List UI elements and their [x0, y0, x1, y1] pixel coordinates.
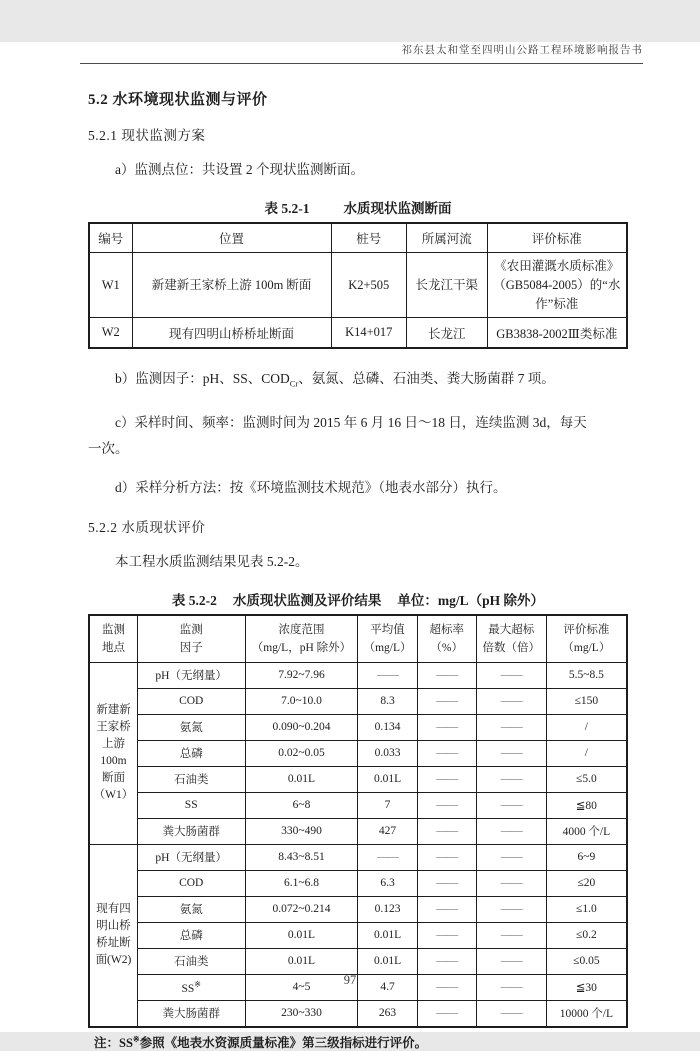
t2-cell-range: 230~330 [245, 1000, 358, 1027]
site-line: 新建新 [96, 704, 131, 717]
table-row [89, 766, 627, 792]
table-row [89, 714, 627, 740]
table-row [89, 318, 627, 349]
t2-cell-factor: SS [137, 792, 245, 818]
paragraph-c [88, 410, 628, 436]
section-heading-5-2-1: 5.2.1 现状监测方案 [88, 128, 206, 143]
t2-cell-range: 4~5 [245, 974, 358, 1000]
t2-cell-rate: —— [417, 766, 476, 792]
header-line: 监测 [179, 623, 203, 636]
t1-header-standard: 评价标准 [487, 223, 627, 253]
t2-cell-rate: —— [417, 948, 476, 974]
ss-label: SS [181, 982, 195, 995]
table-row [89, 662, 627, 688]
t2-cell-range: 7.92~7.96 [245, 662, 358, 688]
t2-cell-max: —— [476, 740, 546, 766]
t2-cell-avg: —— [358, 662, 417, 688]
table-row [89, 688, 627, 714]
t2-cell-avg: 0.01L [358, 948, 417, 974]
t2-header-range [245, 615, 358, 663]
t2-cell-max: —— [476, 870, 546, 896]
site-cell-w2 [89, 844, 137, 1027]
t2-header-factor [137, 615, 245, 663]
t1-cell-stake: K14+017 [331, 318, 406, 349]
t2-cell-factor: COD [137, 870, 245, 896]
t2-cell-avg: 0.033 [358, 740, 417, 766]
t2-cell-avg: —— [358, 844, 417, 870]
header-line: 平均值 [370, 623, 405, 636]
paragraph-c-line2: 一次。 [88, 440, 129, 456]
table-header-row [89, 615, 627, 663]
t2-cell-std: / [546, 714, 627, 740]
paragraph-c-line1: c）采样时间、频率：监测时间为 2015 年 6 月 16 日～18 日，连续监测 3d，每天 [115, 414, 587, 430]
t1-cell-id: W2 [89, 318, 132, 349]
t2-cell-max: —— [476, 714, 546, 740]
t2-cell-std: 5.5~8.5 [546, 662, 627, 688]
header-line: （mg/L） [562, 641, 611, 654]
t1-header-stake: 桩号 [331, 223, 406, 253]
t2-cell-factor: 氨氮 [137, 896, 245, 922]
t2-cell-std: 4000 个/L [546, 818, 627, 844]
t2-cell-std: ≦80 [546, 792, 627, 818]
t2-cell-rate: —— [417, 974, 476, 1000]
t2-cell-max: —— [476, 818, 546, 844]
table1-caption [88, 197, 628, 217]
table-row [89, 1000, 627, 1027]
t2-cell-avg: 263 [358, 1000, 417, 1027]
table-row [89, 253, 627, 318]
t1-cell-standard: GB3838-2002Ⅲ类标准 [487, 318, 627, 349]
paragraph-d-text: d）采样分析方法：按《环境监测技术规范》（地表水部分）执行。 [115, 479, 507, 495]
table2-caption-label: 表 5.2-2 [171, 592, 217, 608]
t1-header-river: 所属河流 [406, 223, 487, 253]
t2-cell-avg: 0.01L [358, 922, 417, 948]
t2-cell-avg: 6.3 [358, 870, 417, 896]
site-line: 面(W2) [95, 954, 132, 967]
site-line: 断面 [101, 772, 125, 785]
t2-cell-range: 6~8 [245, 792, 358, 818]
t2-cell-avg: 8.3 [358, 688, 417, 714]
site-line: （W1） [93, 789, 134, 802]
header-line: 倍数（倍） [482, 641, 541, 654]
header-line: （%） [430, 641, 464, 654]
section-heading-5-2: 5.2 水环境现状监测与评价 [88, 92, 268, 108]
t1-cell-id: W1 [89, 253, 132, 318]
t2-cell-factor: 氨氮 [137, 714, 245, 740]
t2-cell-factor: pH（无纲量） [137, 844, 245, 870]
table2-caption-title: 水质现状监测及评价结果 [232, 592, 382, 608]
table-row [89, 792, 627, 818]
table-row [89, 740, 627, 766]
t2-cell-avg: 4.7 [358, 974, 417, 1000]
page-content [0, 88, 700, 1051]
monitoring-sections-table [88, 222, 628, 349]
section-heading-5-2-2: 5.2.2 水质现状评价 [88, 519, 206, 535]
t2-cell-max: —— [476, 844, 546, 870]
cod-subscript: Cr [289, 378, 299, 389]
t2-cell-avg: 0.123 [358, 896, 417, 922]
t2-cell-avg: 7 [358, 792, 417, 818]
ss-ref-mark: ※ [194, 979, 201, 989]
t2-cell-std: / [546, 740, 627, 766]
page-header [80, 42, 643, 64]
t2-cell-std: ≤5.0 [546, 766, 627, 792]
t1-cell-river: 长龙江 [406, 318, 487, 349]
table1-caption-label: 表 5.2-1 [264, 201, 310, 216]
t2-cell-range: 330~490 [245, 818, 358, 844]
t1-cell-stake: K2+505 [331, 253, 406, 318]
t2-cell-max: —— [476, 948, 546, 974]
t2-cell-range: 0.072~0.214 [245, 896, 358, 922]
paragraph-c-continued [88, 436, 628, 462]
t2-cell-factor: COD [137, 688, 245, 714]
paragraph-b-post: 、氨氮、总磷、石油类、粪大肠菌群 7 项。 [298, 371, 555, 386]
t2-cell-avg: 0.134 [358, 714, 417, 740]
table-row [89, 870, 627, 896]
footnote-post: 参照《地表水资源质量标准》第三级指标进行评价。 [139, 1035, 428, 1050]
t2-header-std [546, 615, 627, 663]
t2-cell-rate: —— [417, 896, 476, 922]
table-row [89, 844, 627, 870]
t2-cell-avg: 0.01L [358, 766, 417, 792]
paragraph-intro [88, 549, 628, 575]
table2-caption [88, 589, 628, 609]
table-row [89, 922, 627, 948]
t2-cell-rate: —— [417, 922, 476, 948]
t2-cell-max: —— [476, 688, 546, 714]
water-quality-results-table [88, 614, 628, 1028]
header-line: 超标率 [429, 623, 464, 636]
t2-cell-std: ≤150 [546, 688, 627, 714]
table-row [89, 818, 627, 844]
t2-cell-factor: pH（无纲量） [137, 662, 245, 688]
t2-cell-range: 7.0~10.0 [245, 688, 358, 714]
paragraph-intro-text: 本工程水质监测结果见表 5.2-2。 [115, 553, 309, 569]
header-line: 评价标准 [563, 623, 610, 636]
t2-cell-rate: —— [417, 844, 476, 870]
t2-cell-range: 0.090~0.204 [245, 714, 358, 740]
t2-header-avg [358, 615, 417, 663]
t2-cell-rate: —— [417, 662, 476, 688]
table1-caption-title: 水质现状监测断面 [343, 201, 452, 216]
table2-footnote [94, 1033, 628, 1051]
t1-header-id: 编号 [89, 223, 132, 253]
t2-cell-rate: —— [417, 792, 476, 818]
paragraph-a [88, 157, 628, 183]
footnote-ref-mark: ※ [132, 1034, 140, 1044]
table-header-row [89, 223, 627, 253]
t2-cell-rate: —— [417, 1000, 476, 1027]
t1-cell-location: 新建新王家桥上游 100m 断面 [132, 253, 331, 318]
t2-cell-std: 10000 个/L [546, 1000, 627, 1027]
paragraph-a-text: a）监测点位：共设置 2 个现状监测断面。 [115, 162, 364, 177]
t2-cell-factor: 总磷 [137, 740, 245, 766]
paragraph-b [88, 366, 628, 397]
header-line: 最大超标 [488, 623, 535, 636]
t2-cell-max: —— [476, 792, 546, 818]
header-line: 因子 [179, 641, 203, 654]
t1-header-location: 位置 [132, 223, 331, 253]
t2-cell-range: 0.01L [245, 766, 358, 792]
t2-cell-rate: —— [417, 818, 476, 844]
t2-cell-std: ≤0.2 [546, 922, 627, 948]
t1-cell-location: 现有四明山桥桥址断面 [132, 318, 331, 349]
t2-cell-factor: 石油类 [137, 766, 245, 792]
site-line: 上游 [101, 738, 125, 751]
t2-cell-factor: 粪大肠菌群 [137, 818, 245, 844]
header-title: 祁东县太和堂至四明山公路工程环境影响报告书 [401, 45, 643, 56]
site-line: 现有四 [96, 903, 131, 916]
paragraph-d [88, 475, 628, 501]
site-line: 明山桥 [96, 920, 131, 933]
site-line: 王家桥 [96, 721, 131, 734]
t2-header-site [89, 615, 137, 663]
t2-cell-range: 0.01L [245, 922, 358, 948]
t2-header-max [476, 615, 546, 663]
document-page [0, 42, 700, 1050]
t2-cell-factor: 石油类 [137, 948, 245, 974]
paragraph-b-pre: b）监测因子：pH、SS、COD [115, 371, 290, 386]
t2-header-rate [417, 615, 476, 663]
t2-cell-std: ≤20 [546, 870, 627, 896]
site-line: 桥址断 [96, 937, 131, 950]
footnote-pre: 注：SS [94, 1035, 133, 1050]
t2-cell-rate: —— [417, 688, 476, 714]
t2-cell-std: ≦30 [546, 974, 627, 1000]
table2-caption-unit: 单位：mg/L（pH 除外） [397, 592, 545, 608]
t2-cell-avg: 427 [358, 818, 417, 844]
header-line: （mg/L，pH 除外） [251, 641, 352, 654]
t1-cell-river: 长龙江干渠 [406, 253, 487, 318]
t2-cell-rate: —— [417, 714, 476, 740]
table-row [89, 948, 627, 974]
t2-cell-range: 6.1~6.8 [245, 870, 358, 896]
t2-cell-rate: —— [417, 870, 476, 896]
t2-cell-range: 8.43~8.51 [245, 844, 358, 870]
table-row [89, 896, 627, 922]
t2-cell-max: —— [476, 1000, 546, 1027]
t1-cell-standard: 《农田灌溉水质标准》（GB5084-2005）的“水作”标准 [487, 253, 627, 318]
t2-cell-std: ≤1.0 [546, 896, 627, 922]
header-line: 浓度范围 [278, 623, 325, 636]
t2-cell-max: —— [476, 766, 546, 792]
t2-cell-factor: 总磷 [137, 922, 245, 948]
t2-cell-factor: 粪大肠菌群 [137, 1000, 245, 1027]
page-number: 97 [343, 973, 357, 987]
header-line: 监测 [101, 623, 125, 636]
header-line: 地点 [101, 641, 125, 654]
t2-cell-range: 0.02~0.05 [245, 740, 358, 766]
t2-cell-rate: —— [417, 740, 476, 766]
t2-cell-max: —— [476, 896, 546, 922]
t2-cell-max: —— [476, 974, 546, 1000]
t2-cell-max: —— [476, 922, 546, 948]
t2-cell-max: —— [476, 662, 546, 688]
site-line: 100m [100, 755, 127, 768]
t2-cell-std: 6~9 [546, 844, 627, 870]
t2-cell-range: 0.01L [245, 948, 358, 974]
t2-cell-std: ≤0.05 [546, 948, 627, 974]
header-line: （mg/L） [363, 641, 412, 654]
site-cell-w1 [89, 662, 137, 844]
